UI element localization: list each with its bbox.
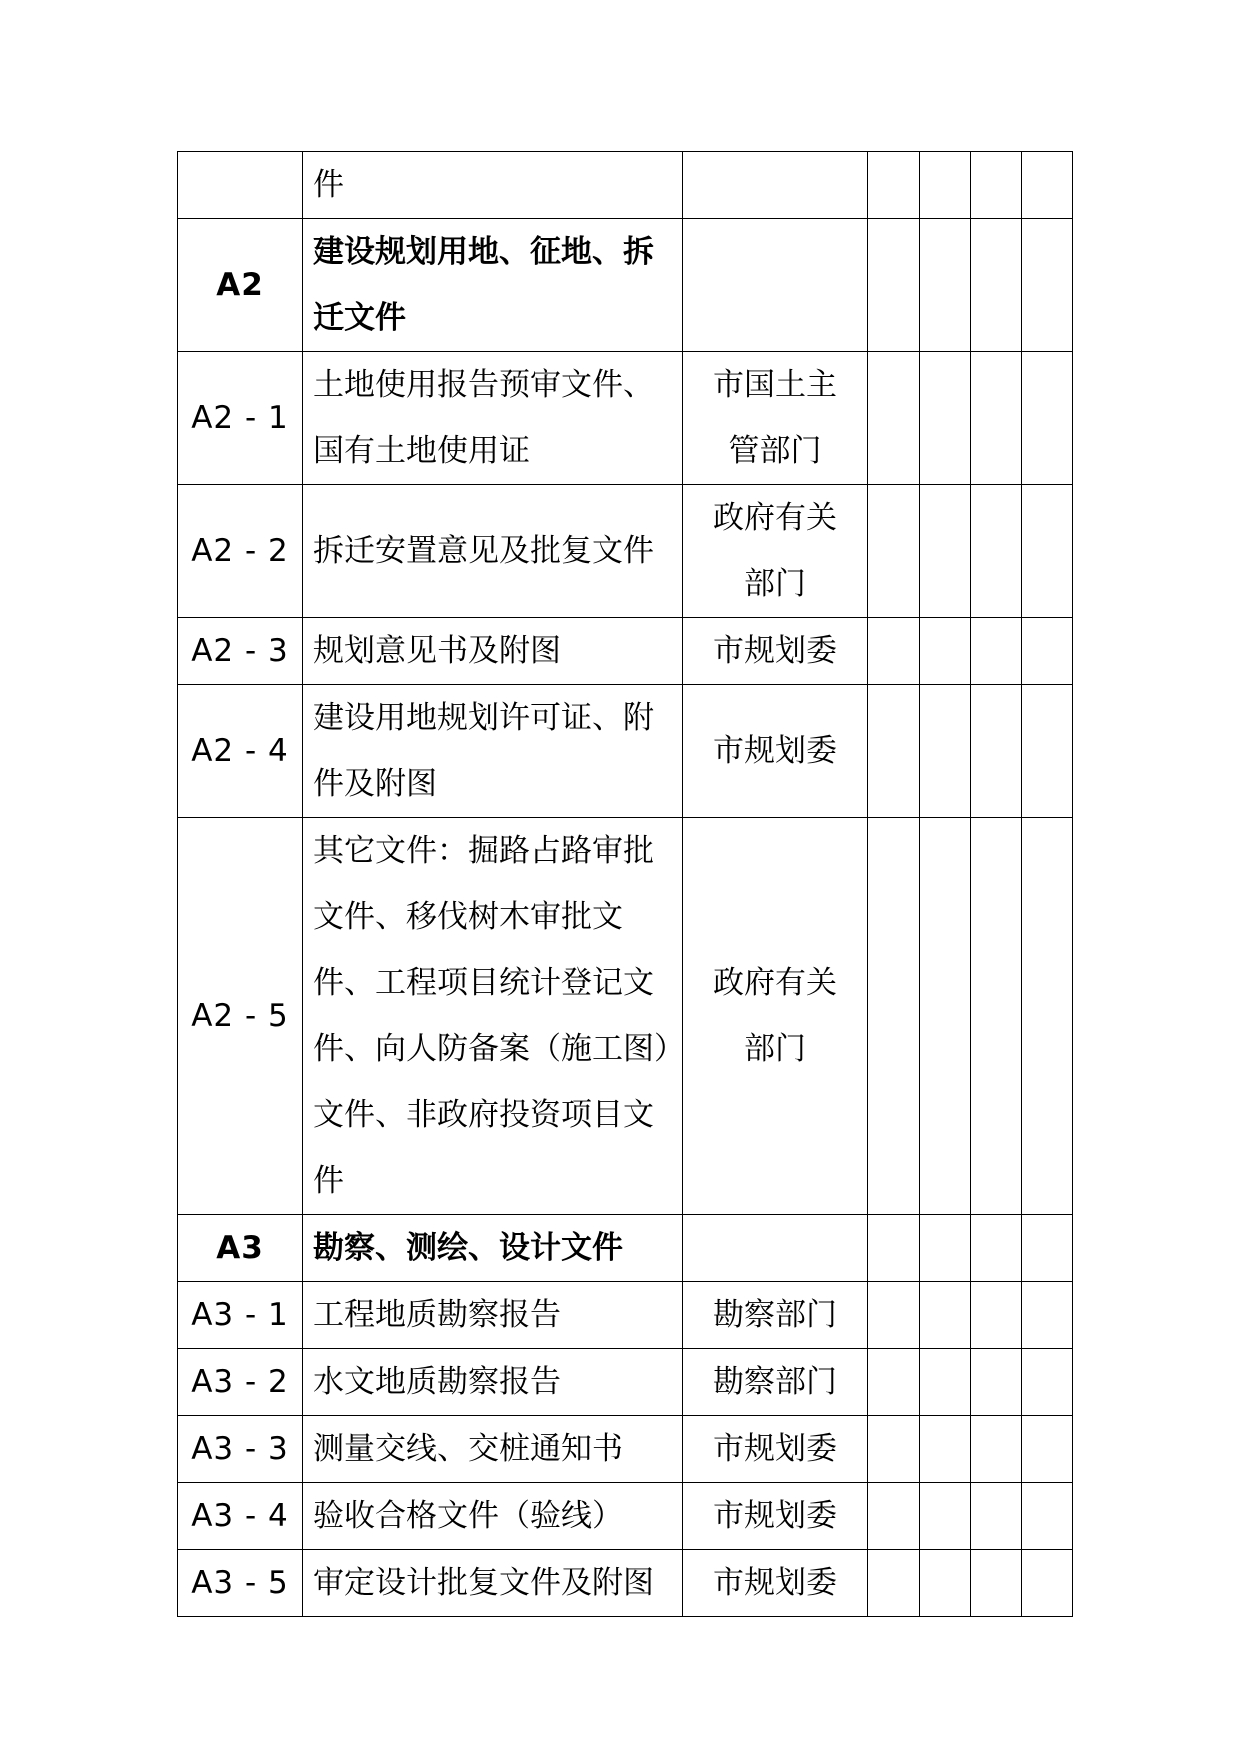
row-dept-cell: 市国土主管部门 [683,352,868,485]
row-code-cell: A2 - 3 [178,618,303,685]
table-row [178,685,1073,818]
row-empty-cell [971,352,1022,485]
row-empty-cell [1022,219,1073,352]
row-empty-cell [920,219,971,352]
row-empty-cell [971,1483,1022,1550]
row-empty-cell [971,485,1022,618]
row-code-cell: A3 - 4 [178,1483,303,1550]
row-content-cell: 测量交线、交桩通知书 [303,1416,683,1483]
row-empty-cell [920,818,971,1215]
row-code-cell: A3 - 5 [178,1550,303,1617]
row-empty-cell [920,152,971,219]
row-empty-cell [920,352,971,485]
row-empty-cell [971,1349,1022,1416]
table-row [178,485,1073,618]
table-row [178,618,1073,685]
row-empty-cell [920,485,971,618]
table-row [178,1550,1073,1617]
row-empty-cell [920,1483,971,1550]
row-dept-cell: 市规划委 [683,1483,868,1550]
row-empty-cell [1022,1282,1073,1349]
row-empty-cell [868,1483,920,1550]
row-code-cell: A3 - 1 [178,1282,303,1349]
row-content-cell: 件 [303,152,683,219]
table-row [178,818,1073,1215]
row-dept-cell [683,1215,868,1282]
row-empty-cell [971,1550,1022,1617]
row-empty-cell [1022,818,1073,1215]
row-code-cell: A3 - 3 [178,1416,303,1483]
row-empty-cell [868,152,920,219]
table-row [178,1483,1073,1550]
row-empty-cell [920,1550,971,1617]
row-code-cell: A2 - 4 [178,685,303,818]
row-dept-cell: 勘察部门 [683,1349,868,1416]
row-dept-cell: 政府有关部门 [683,818,868,1215]
table-row [178,219,1073,352]
row-dept-cell: 政府有关部门 [683,485,868,618]
table-row [178,1282,1073,1349]
row-empty-cell [920,685,971,818]
row-empty-cell [868,1550,920,1617]
row-code-cell: A2 [178,219,303,352]
row-empty-cell [868,1282,920,1349]
document-table [177,151,1073,1617]
row-dept-cell: 勘察部门 [683,1282,868,1349]
row-code-cell: A2 - 1 [178,352,303,485]
row-content-cell: 建设规划用地、征地、拆迁文件 [303,219,683,352]
row-empty-cell [971,618,1022,685]
row-empty-cell [868,219,920,352]
table-row [178,352,1073,485]
row-content-cell: 验收合格文件（验线） [303,1483,683,1550]
table-row [178,1215,1073,1282]
row-empty-cell [920,1416,971,1483]
row-content-cell: 拆迁安置意见及批复文件 [303,485,683,618]
row-dept-cell: 市规划委 [683,685,868,818]
row-dept-cell [683,219,868,352]
row-empty-cell [971,1215,1022,1282]
row-empty-cell [1022,1550,1073,1617]
row-content-cell: 建设用地规划许可证、附件及附图 [303,685,683,818]
row-empty-cell [1022,1416,1073,1483]
row-empty-cell [971,152,1022,219]
row-empty-cell [1022,152,1073,219]
row-empty-cell [1022,1349,1073,1416]
row-empty-cell [868,485,920,618]
row-empty-cell [868,818,920,1215]
row-empty-cell [868,618,920,685]
row-empty-cell [971,818,1022,1215]
row-empty-cell [920,1349,971,1416]
row-empty-cell [1022,685,1073,818]
row-code-cell: A3 - 2 [178,1349,303,1416]
row-code-cell: A2 - 5 [178,818,303,1215]
row-empty-cell [1022,1215,1073,1282]
row-empty-cell [920,1215,971,1282]
row-code-cell: A2 - 2 [178,485,303,618]
row-dept-cell [683,152,868,219]
table-body [178,152,1073,1617]
row-empty-cell [971,1416,1022,1483]
row-empty-cell [971,219,1022,352]
row-empty-cell [971,685,1022,818]
row-dept-cell: 市规划委 [683,1416,868,1483]
row-dept-cell: 市规划委 [683,1550,868,1617]
row-empty-cell [868,352,920,485]
row-empty-cell [920,618,971,685]
row-content-cell: 审定设计批复文件及附图 [303,1550,683,1617]
row-empty-cell [971,1282,1022,1349]
row-code-cell: A3 [178,1215,303,1282]
table-row [178,152,1073,219]
row-content-cell: 其它文件：掘路占路审批文件、移伐树木审批文件、工程项目统计登记文件、向人防备案（施工图）文件、非政府投资项目文件 [303,818,683,1215]
row-content-cell: 规划意见书及附图 [303,618,683,685]
row-empty-cell [1022,485,1073,618]
row-empty-cell [1022,352,1073,485]
row-empty-cell [868,1349,920,1416]
row-content-cell: 水文地质勘察报告 [303,1349,683,1416]
table-row [178,1416,1073,1483]
table-row [178,1349,1073,1416]
row-empty-cell [868,1215,920,1282]
row-empty-cell [868,685,920,818]
row-empty-cell [920,1282,971,1349]
row-empty-cell [1022,1483,1073,1550]
row-content-cell: 工程地质勘察报告 [303,1282,683,1349]
row-empty-cell [1022,618,1073,685]
row-code-cell [178,152,303,219]
row-content-cell: 勘察、测绘、设计文件 [303,1215,683,1282]
row-content-cell: 土地使用报告预审文件、国有土地使用证 [303,352,683,485]
row-empty-cell [868,1416,920,1483]
row-dept-cell: 市规划委 [683,618,868,685]
